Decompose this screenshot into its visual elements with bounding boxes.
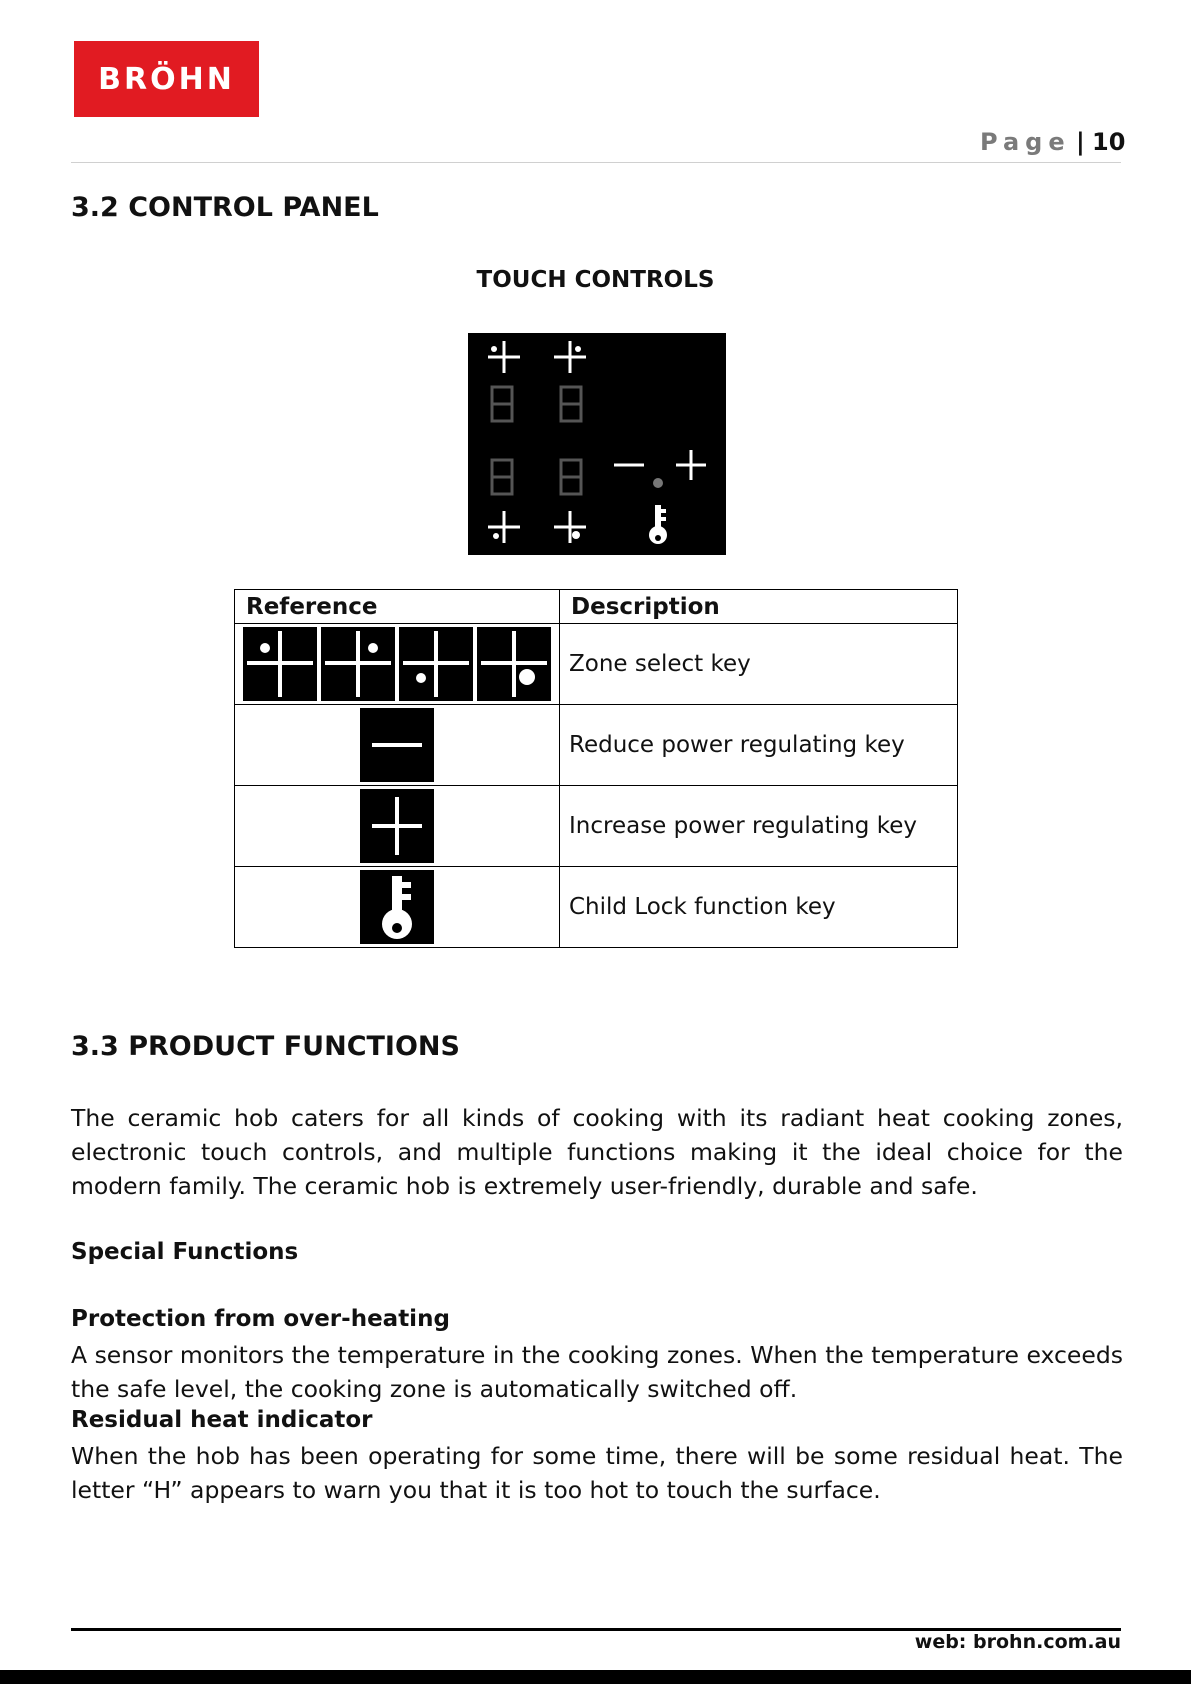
table-row	[235, 786, 958, 867]
seven-segment-digit-icon	[492, 387, 512, 421]
brand-logo: BRÖHN	[74, 41, 259, 117]
key-lock-icon	[649, 505, 667, 544]
touch-controls-title: TOUCH CONTROLS	[476, 267, 715, 293]
column-header-reference: Reference	[235, 590, 560, 624]
page-bottom-border	[0, 1670, 1191, 1684]
seven-segment-digit-icon	[492, 460, 512, 494]
special-functions-heading: Special Functions	[71, 1239, 299, 1265]
plus-icon	[676, 450, 706, 480]
table-row	[235, 867, 958, 948]
zone-select-icon	[488, 511, 520, 543]
control-reference-table	[234, 589, 958, 948]
zone-select-bottom-right-icon	[477, 627, 551, 701]
overheat-heading: Protection from over-heating	[71, 1306, 450, 1332]
residual-heat-paragraph: When the hob has been operating for some time, there will be some residual heat. The letter “H” appears to warn you that it is too hot to touch the surface.	[71, 1442, 1123, 1504]
intro-paragraph: The ceramic hob caters for all kinds of cooking with its radiant heat cooking zones, electronic touch controls, and multiple functions making it the ideal choice for the modern family. The ceramic hob is extremely user-friendly, durable and safe.	[71, 1104, 1123, 1200]
residual-heat-heading: Residual heat indicator	[71, 1407, 373, 1433]
reference-cell	[235, 624, 560, 705]
seven-segment-digit-icon	[561, 460, 581, 494]
description-cell: Zone select key	[560, 624, 958, 705]
header-divider	[71, 162, 1121, 163]
touch-control-panel-image	[468, 333, 726, 555]
plus-icon	[360, 789, 434, 863]
zone-select-icon	[554, 511, 586, 543]
zone-select-icon	[554, 341, 586, 373]
footer-website: web: brohn.com.au	[914, 1631, 1121, 1653]
reference-cell	[235, 786, 560, 867]
page-label: Page	[980, 128, 1071, 156]
key-lock-icon	[360, 870, 434, 944]
seven-segment-digit-icon	[561, 387, 581, 421]
reference-cell	[235, 867, 560, 948]
section-heading-product-functions: 3.3 PRODUCT FUNCTIONS	[71, 1031, 460, 1062]
zone-select-top-left-icon	[243, 627, 317, 701]
zone-select-icon	[488, 341, 520, 373]
zone-select-top-right-icon	[321, 627, 395, 701]
table-header-row	[235, 590, 958, 624]
minus-icon	[360, 708, 434, 782]
column-header-description: Description	[560, 590, 958, 624]
page-number: 10	[1092, 128, 1126, 156]
table-row	[235, 705, 958, 786]
description-cell: Reduce power regulating key	[560, 705, 958, 786]
description-cell: Child Lock function key	[560, 867, 958, 948]
page-separator: |	[1076, 128, 1085, 156]
overheat-paragraph: A sensor monitors the temperature in the cooking zones. When the temperature exceeds the safe level, the cooking zone is automatically switched off.	[71, 1341, 1123, 1403]
zone-select-bottom-left-icon	[399, 627, 473, 701]
section-heading-control-panel: 3.2 CONTROL PANEL	[71, 192, 379, 223]
table-row	[235, 624, 958, 705]
reference-cell	[235, 705, 560, 786]
description-cell: Increase power regulating key	[560, 786, 958, 867]
